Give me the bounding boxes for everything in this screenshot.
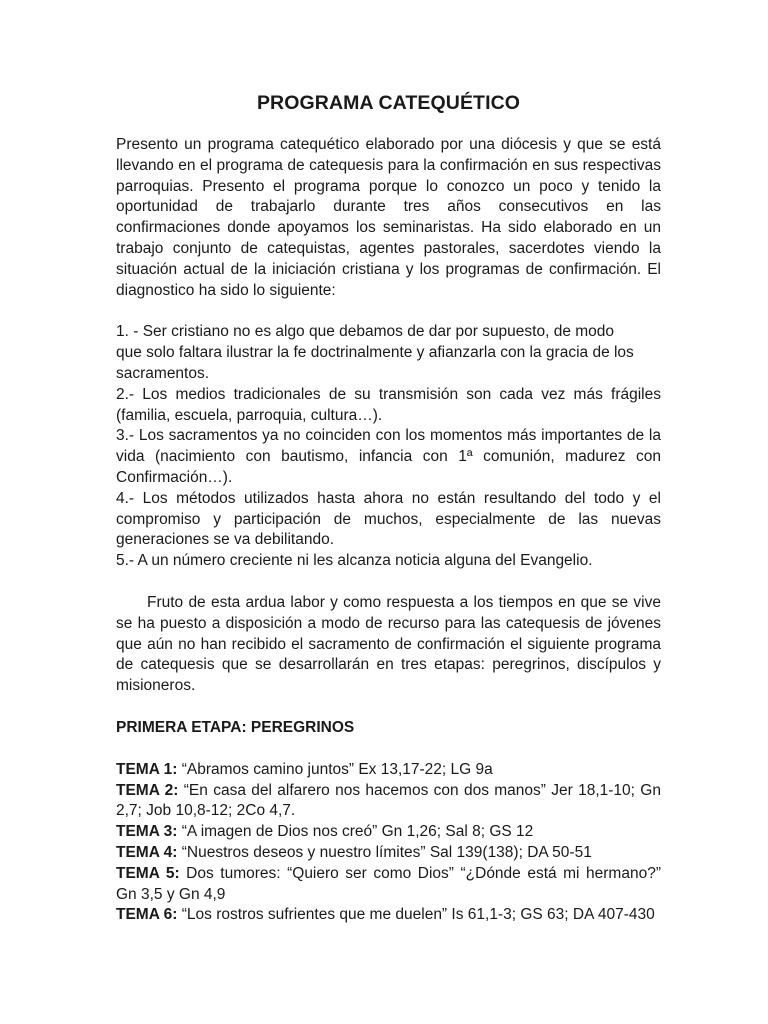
tema-label: TEMA 3: [116, 823, 178, 841]
tema-text: “Los rostros sufrientes que me duelen” Is 61,1-3; GS 63; DA 407-430 [177, 906, 655, 924]
tema-5 [116, 864, 661, 906]
tema-text: “A imagen de Dios nos creó” Gn 1,26; Sal 8; GS 12 [177, 823, 534, 841]
list-item-4: 4.- Los métodos utilizados hasta ahora no están resultando del todo y el compromiso y participación de muchos, especialmente de las nuevas generaciones se va debilitando. [116, 489, 661, 549]
tema-label: TEMA 1: [116, 760, 178, 778]
tema-2 [116, 781, 661, 823]
document-title: PROGRAMA CATEQUÉTICO [256, 92, 521, 114]
tema-text: “Nuestros deseos y nuestro límites” Sal 139(138); DA 50-51 [177, 843, 592, 861]
tema-text: “En casa del alfarero nos hacemos con dos manos” Jer 18,1-10; Gn 2,7; Job 10,8-12; 2Co 4,7. [116, 781, 661, 820]
tema-label: TEMA 5: [116, 864, 180, 882]
list-item-3: 3.- Los sacramentos ya no coinciden con los momentos más importantes de la vida (nacimiento con bautismo, infancia con 1ª comunión, madurez con Confirmación…). [116, 427, 661, 486]
list-item-1-line-1: 1. - Ser cristiano no es algo que debamos de dar por supuesto, de modo [116, 323, 615, 341]
tema-text: “Abramos camino juntos” Ex 13,17-22; LG 9a [177, 760, 493, 778]
tema-1 [116, 760, 661, 781]
second-paragraph: Fruto de esta ardua labor y como respuesta a los tiempos en que se vive se ha puesto a disposición a modo de recurso para las catequesis de jóvenes que aún no han recibido el sacramento de confirmación el siguiente programa de catequesis que se desarrollarán en tres etapas: peregrinos, discípulos y misioneros. [116, 593, 661, 695]
section-title: PRIMERA ETAPA: PEREGRINOS [116, 718, 355, 736]
list-item-2: 2.- Los medios tradicionales de su transmisión son cada vez más frágiles (familia, escuela, parroquia, cultura…). [116, 385, 661, 424]
tema-label: TEMA 4: [116, 843, 178, 861]
tema-text: Dos tumores: “Quiero ser como Dios” “¿Dónde está mi hermano?” Gn 3,5 y Gn 4,9 [116, 864, 661, 903]
tema-3 [116, 822, 661, 843]
tema-4 [116, 843, 661, 864]
intro-paragraph: Presento un programa catequético elaborado por una diócesis y que se está llevando en el programa de catequesis para la confirmación en sus respectivas parroquias. Presento el programa porque lo conozco un poco y tenido la oportunidad de trabajarlo durante tres años consecutivos en las confirmaciones donde apoyamos los seminaristas. Ha sido elaborado en un trabajo conjunto de catequistas, agentes pastorales, sacerdotes viendo la situación actual de la iniciación cristiana y los programas de confirmación. El diagnostico ha sido lo siguiente: [116, 136, 661, 299]
tema-label: TEMA 2: [116, 781, 179, 799]
diagnosis-list [116, 322, 661, 572]
tema-6 [116, 905, 661, 926]
tema-label: TEMA 6: [116, 906, 178, 924]
list-item-5: 5.- A un número creciente ni les alcanza noticia alguna del Evangelio. [116, 552, 593, 570]
list-item-1-line-2: que solo faltara ilustrar la fe doctrinalmente y afianzarla con la gracia de los sacramentos. [116, 344, 634, 382]
temas-list [116, 760, 661, 926]
